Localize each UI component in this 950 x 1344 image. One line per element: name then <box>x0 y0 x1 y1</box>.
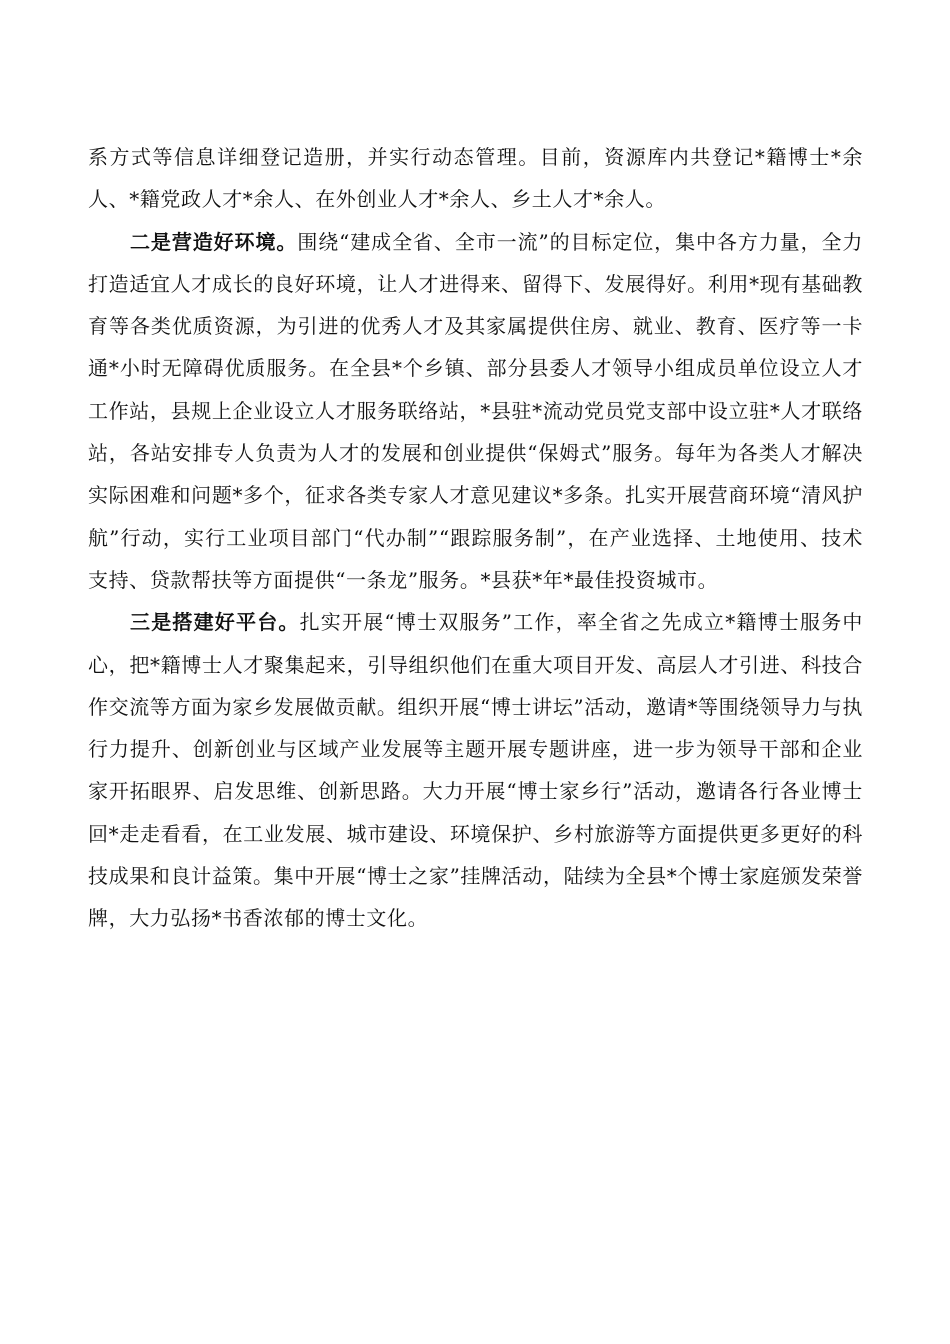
paragraph-text: 系方式等信息详细登记造册，并实行动态管理。目前，资源库内共登记*籍博士*余人、*籍党政人才*余人、在外创业人才*余人、乡土人才*余人。 <box>88 145 863 212</box>
paragraph-lead-heading: 三是搭建好平台。 <box>130 610 300 635</box>
paragraph-text: 扎实开展“博士双服务”工作，率全省之先成立*籍博士服务中心，把*籍博士人才聚集起来，引导组织他们在重大项目开发、高层人才引进、科技合作交流等方面为家乡发展做贡献。组织开展“博士讲坛”活动，邀请*等围绕领导力与执行力提升、创新创业与区域产业发展等主题开展专题讲座，进一步为领导干部和企业家开拓眼界、启发思维、创新思路。大力开展“博士家乡行”活动，邀请各行各业博士回*走走看看，在工业发展、城市建设、环境保护、乡村旅游等方面提供更多更好的科技成果和良计益策。集中开展“博士之家”挂牌活动，陆续为全县*个博士家庭颁发荣誉牌，大力弘扬*书香浓郁的博士文化。 <box>88 610 863 931</box>
paragraph-text: 围绕“建成全省、全市一流”的目标定位，集中各方力量，全力打造适宜人才成长的良好环境，让人才进得来、留得下、发展得好。利用*现有基础教育等各类优质资源，为引进的优秀人才及其家属提供住房、就业、教育、医疗等一卡通*小时无障碍优质服务。在全县*个乡镇、部分县委人才领导小组成员单位设立人才工作站，县规上企业设立人才服务联络站，*县驻*流动党员党支部中设立驻*人才联络站，各站安排专人负责为人才的发展和创业提供“保姆式”服务。每年为各类人才解决实际困难和问题*多个，征求各类专家人才意见建议*多条。扎实开展营商环境“清风护航”行动，实行工业项目部门“代办制”“跟踪服务制”，在产业选择、土地使用、技术支持、贷款帮扶等方面提供“一条龙”服务。*县获*年*最佳投资城市。 <box>88 229 863 592</box>
paragraph-platform <box>88 601 863 939</box>
paragraph-environment <box>88 221 863 602</box>
paragraph-continued <box>88 136 863 221</box>
document-page <box>88 136 863 940</box>
paragraph-lead-heading: 二是营造好环境。 <box>130 229 298 254</box>
